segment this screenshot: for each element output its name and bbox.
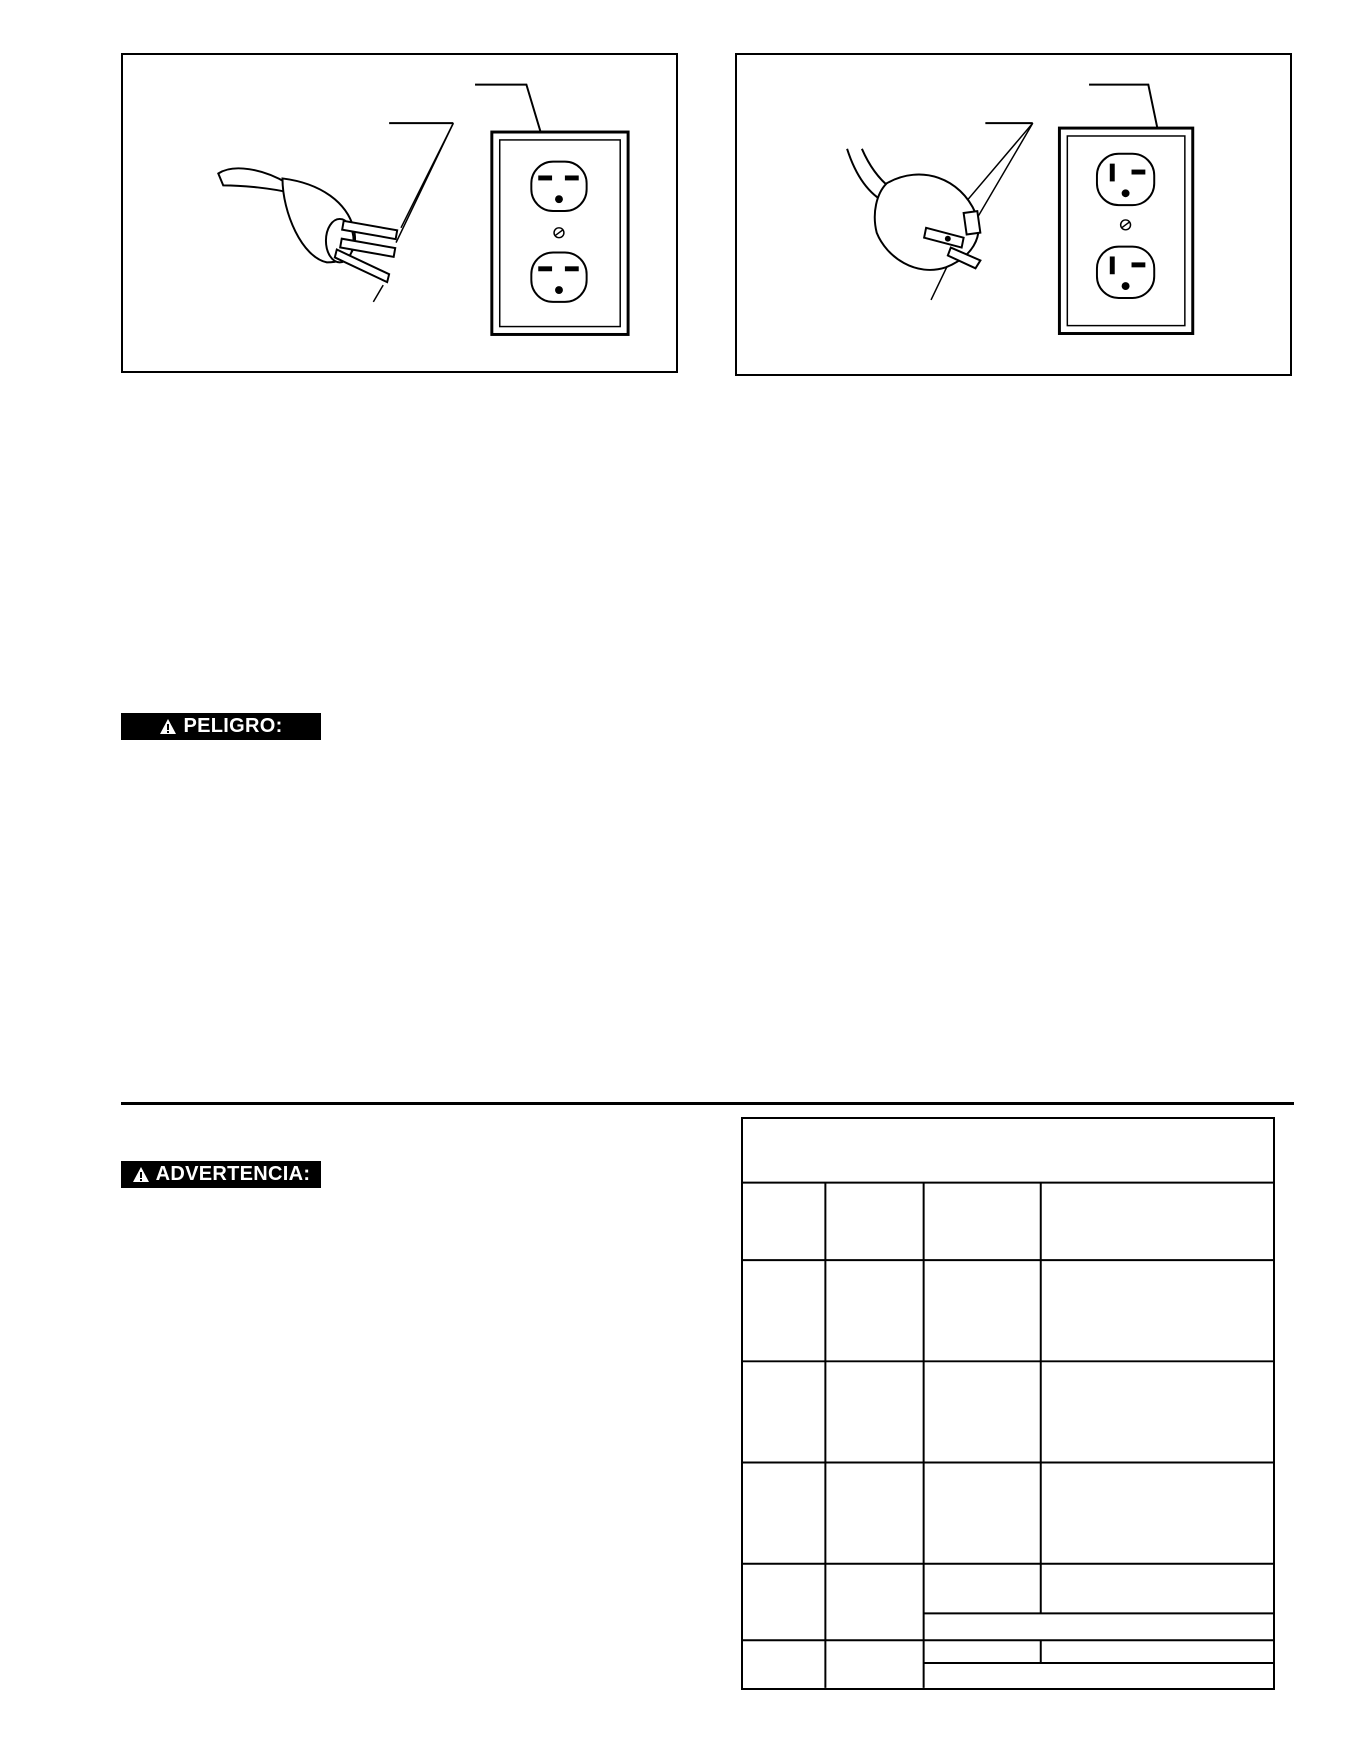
plug-outlet-drawing-left xyxy=(123,55,676,371)
outlet-icon xyxy=(1059,128,1192,333)
extension-cord-table xyxy=(741,1117,1275,1690)
warning-triangle-icon xyxy=(159,718,177,735)
danger-label-text: PELIGRO: xyxy=(183,715,283,737)
plug-outlet-drawing-right xyxy=(737,55,1290,374)
outlet-icon xyxy=(492,132,628,334)
warning-label xyxy=(121,1161,321,1188)
warning-triangle-icon xyxy=(132,1166,150,1183)
plug-icon xyxy=(847,149,980,270)
warning-label-text: ADVERTENCIA: xyxy=(155,1163,311,1185)
plug-icon xyxy=(218,168,397,282)
danger-label xyxy=(121,713,321,740)
section-divider xyxy=(121,1102,1294,1105)
figure-plug-outlet-left xyxy=(121,53,678,373)
figure-plug-outlet-right xyxy=(735,53,1292,376)
table-grid xyxy=(743,1119,1273,1688)
